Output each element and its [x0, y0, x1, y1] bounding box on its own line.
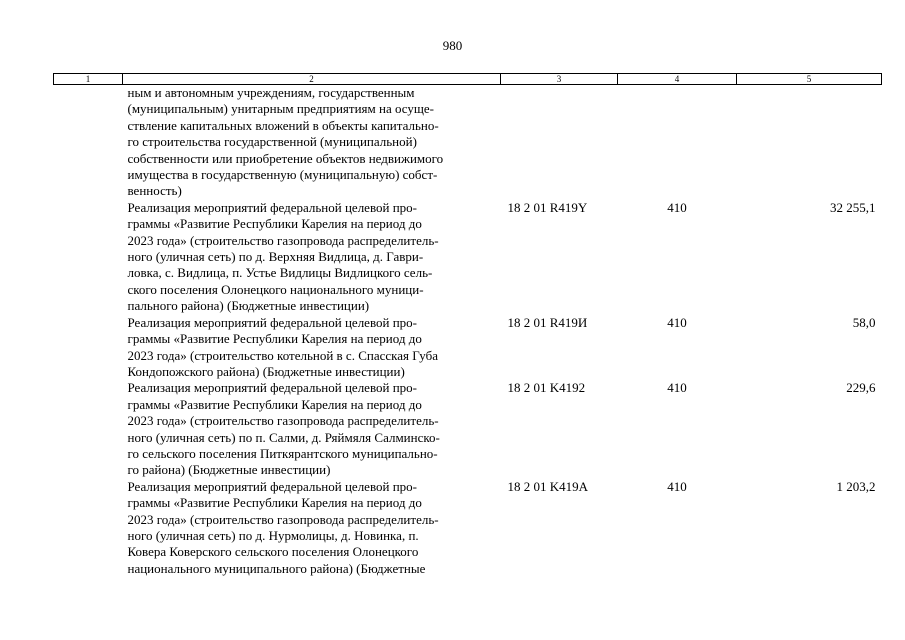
expense-type-cell: 410: [667, 478, 687, 494]
item-name-line: Ковера Коверского сельского поселения Олонецкого: [127, 544, 419, 560]
item-name-line: Реализация мероприятий федеральной целевой про-: [127, 380, 417, 396]
item-name-line: граммы «Развитие Республики Карелия на период до: [127, 331, 422, 347]
item-name-line: пального района) (Бюджетные инвестиции): [127, 298, 370, 314]
expense-type-cell: 410: [667, 380, 687, 396]
item-name-cell: [123, 85, 501, 200]
target-article-code-cell: 18 2 01 K419A: [507, 478, 589, 494]
table-row: [54, 479, 882, 577]
table-header: [54, 74, 882, 85]
amount-cell: [737, 85, 882, 200]
row-number-cell: [54, 380, 123, 478]
target-article-code-cell: [501, 85, 618, 200]
target-article-code-cell: 18 2 01 R419И: [507, 314, 588, 330]
item-name-line: го сельского поселения Питкярантского муниципально-: [127, 445, 438, 461]
item-name-line: ного (уличная сеть) по д. Верхняя Видлица, д. Гаври-: [127, 249, 424, 265]
item-name-line: собственности или приобретение объектов недвижимого: [127, 150, 444, 166]
column-number-row: [54, 74, 882, 85]
expense-type-cell: 410: [667, 199, 687, 215]
amount-cell: 229,6: [846, 380, 876, 396]
item-name-line: Реализация мероприятий федеральной целевой про-: [127, 478, 417, 494]
table-body: [54, 85, 882, 578]
expense-type-cell: 410: [667, 314, 687, 330]
item-name-line: венность): [127, 183, 182, 199]
item-name-line: 2023 года» (строительство газопровода распределитель-: [127, 232, 439, 248]
item-name-cell: [123, 380, 501, 478]
item-name-line: 2023 года» (строительство газопровода распределитель-: [127, 511, 439, 527]
column-header-1: 1: [54, 74, 123, 85]
item-name-cell: [123, 200, 501, 315]
amount-cell: 1 203,2: [836, 478, 876, 494]
item-name-cell: [123, 315, 501, 381]
item-name-line: граммы «Развитие Республики Карелия на период до: [127, 216, 422, 232]
item-name-line: граммы «Развитие Республики Карелия на период до: [127, 396, 422, 412]
item-name-line: национального муниципального района) (Бюджетные: [127, 560, 426, 576]
item-name-line: Реализация мероприятий федеральной целевой про-: [127, 314, 417, 330]
row-number-cell: [54, 200, 123, 315]
expense-type-cell: [618, 85, 737, 200]
table-row: [54, 200, 882, 315]
item-name-line: 2023 года» (строительство газопровода распределитель-: [127, 413, 439, 429]
item-name-line: ского поселения Олонецкого национального муници-: [127, 281, 424, 297]
item-name-line: го района) (Бюджетные инвестиции): [127, 462, 331, 478]
item-name-line: имущества в государственную (муниципальную) собст-: [127, 167, 438, 183]
budget-table: [53, 73, 882, 577]
row-number-cell: [54, 85, 123, 200]
target-article-code-cell: 18 2 01 R419Y: [507, 199, 588, 215]
item-name-line: граммы «Развитие Республики Карелия на период до: [127, 495, 422, 511]
item-name-line: ствление капитальных вложений в объекты капитально-: [127, 117, 439, 133]
row-number-cell: [54, 479, 123, 577]
item-name-line: го строительства государственной (муниципальной): [127, 134, 417, 150]
target-article-code-cell: 18 2 01 K4192: [507, 380, 586, 396]
column-header-4: 4: [618, 74, 737, 85]
table-row: [54, 380, 882, 478]
table-row: [54, 315, 882, 381]
column-header-5: 5: [737, 74, 882, 85]
column-header-2: 2: [123, 74, 501, 85]
row-number-cell: [54, 315, 123, 381]
page-number: 980: [442, 38, 463, 53]
item-name-line: Кондопожского района) (Бюджетные инвестиции): [127, 363, 405, 379]
column-header-3: 3: [501, 74, 618, 85]
item-name-line: ным и автономным учреждениям, государственным: [127, 85, 415, 100]
item-name-line: Реализация мероприятий федеральной целевой про-: [127, 199, 417, 215]
item-name-line: (муниципальным) унитарным предприятиям на осуще-: [127, 101, 434, 117]
item-name-line: ного (уличная сеть) по п. Салми, д. Ряймяля Салминско-: [127, 429, 440, 445]
item-name-line: ного (уличная сеть) по д. Нурмолицы, д. Новинка, п.: [127, 527, 419, 543]
table-row: [54, 85, 882, 200]
item-name-cell: [123, 479, 501, 577]
amount-cell: 32 255,1: [830, 199, 876, 215]
amount-cell: 58,0: [852, 314, 876, 330]
item-name-line: 2023 года» (строительство котельной в с. Спасская Губа: [127, 347, 438, 363]
item-name-line: ловка, с. Видлица, п. Устье Видлицы Видлицкого сель-: [127, 265, 433, 281]
